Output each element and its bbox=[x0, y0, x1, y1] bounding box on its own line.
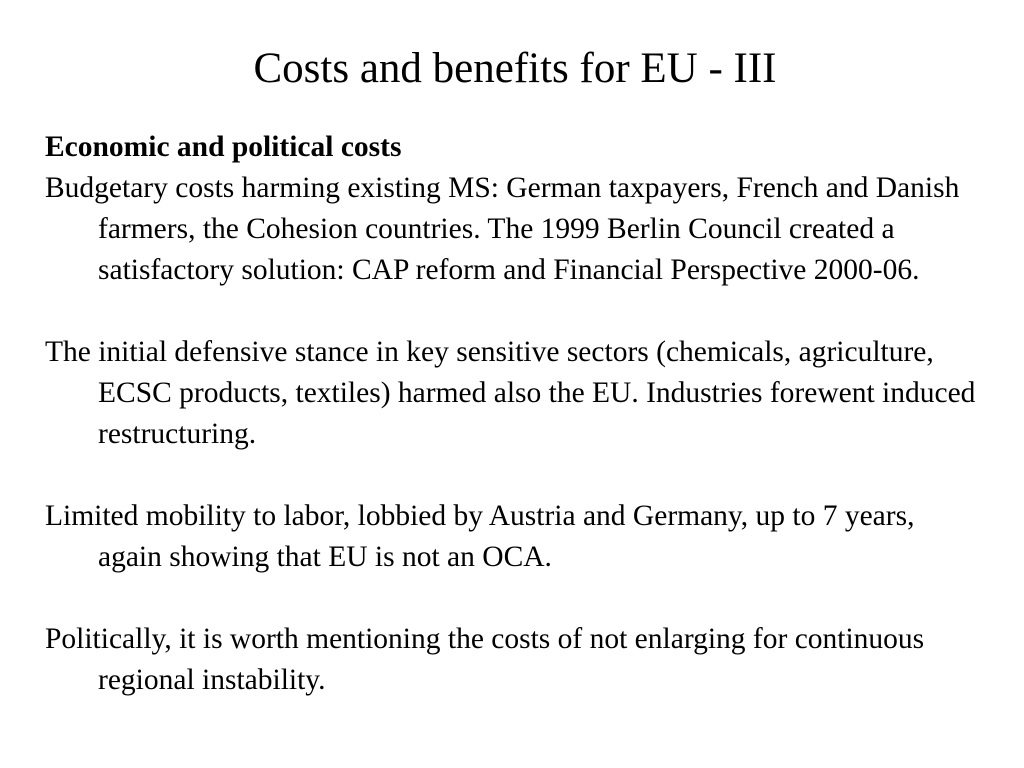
paragraph-labor-mobility: Limited mobility to labor, lobbied by Austria and Germany, up to 7 years, again showing that EU is not an OCA. bbox=[45, 500, 915, 573]
paragraph-budgetary-costs: Budgetary costs harming existing MS: German taxpayers, French and Danish farmers, the Cohesion countries. The 1999 Berlin Council created a satisfactory solution: CAP reform and Financial Perspective 2000-06. bbox=[45, 172, 960, 286]
slide-body bbox=[45, 127, 985, 701]
slide-title: Costs and benefits for EU - III bbox=[253, 45, 777, 92]
paragraph-defensive-stance: The initial defensive stance in key sensitive sectors (chemicals, agriculture, ECSC products, textiles) harmed also the EU. Industries forewent induced restructuring. bbox=[45, 336, 976, 450]
paragraph-political-costs: Politically, it is worth mentioning the costs of not enlarging for continuous regional instability. bbox=[45, 623, 925, 696]
section-heading: Economic and political costs bbox=[45, 131, 402, 163]
